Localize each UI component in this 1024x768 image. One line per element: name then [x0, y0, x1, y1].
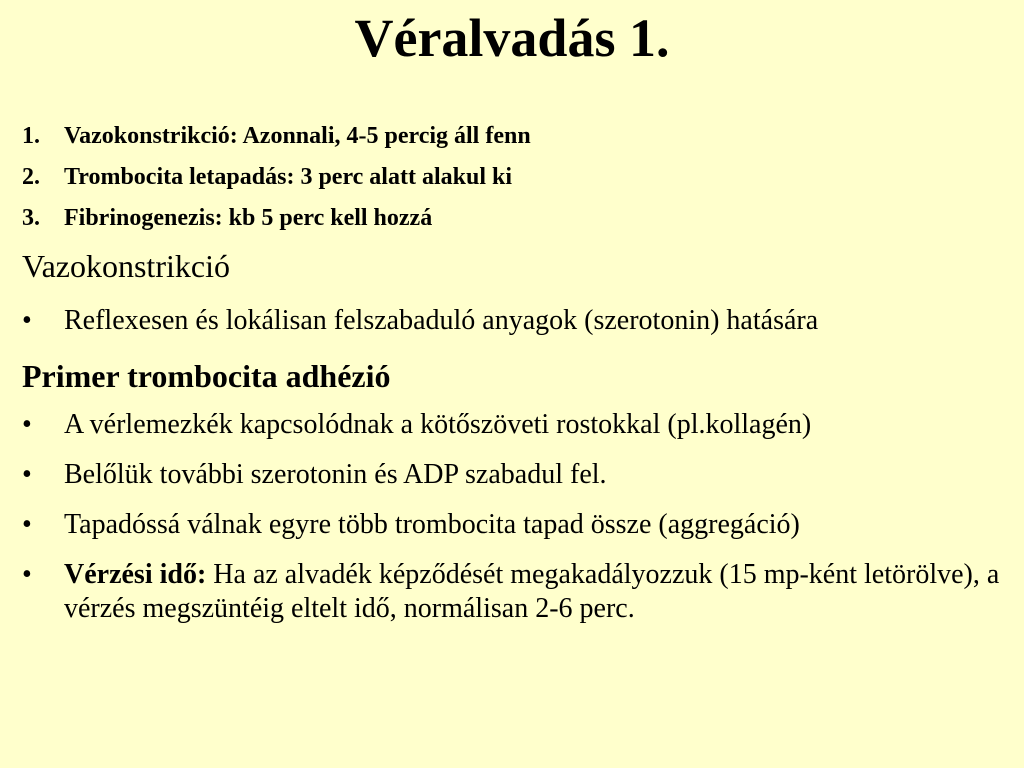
bullet-marker: • [22, 559, 32, 590]
bullet-marker: • [22, 409, 32, 440]
section-heading-platelet-adhesion: Primer trombocita adhézió [22, 358, 391, 394]
bullet-marker: • [22, 305, 32, 336]
bullet-text: Tapadóssá válnak egyre több trombocita tapad össze (aggregáció) [64, 509, 800, 540]
slide-title: Véralvadás 1. [354, 8, 670, 68]
bullet-marker: • [22, 459, 32, 490]
numbered-list-item [22, 118, 1012, 159]
list-item-text: Trombocita letapadás: 3 perc alatt alakul ki [64, 164, 513, 190]
list-item-text: Vazokonstrikció: Azonnali, 4-5 percig áll fenn [64, 123, 531, 149]
bullet-bold-lead: Vérzési idő: [64, 559, 207, 590]
bullet-text [64, 558, 1012, 626]
bullet-text: A vérlemezkék kapcsolódnak a kötőszöveti rostokkal (pl.kollagén) [64, 409, 812, 440]
list-number: 3. [22, 205, 40, 231]
bullet-item [22, 508, 1012, 542]
bullet-text: Belőlük további szerotonin és ADP szabadul fel. [64, 459, 607, 490]
numbered-list [22, 118, 1012, 241]
list-number: 2. [22, 164, 40, 190]
bullet-text-rest: Ha az alvadék képződését megakadályozzuk (15 mp-ként letörölve), a vérzés megszüntéig eltelt idő, normálisan 2-6 perc. [64, 559, 1000, 624]
bullet-item [22, 304, 1012, 338]
list-number: 1. [22, 123, 40, 149]
bullet-item [22, 558, 1012, 626]
numbered-list-item [22, 200, 1012, 241]
bullet-text: Reflexesen és lokálisan felszabaduló anyagok (szerotonin) hatására [64, 305, 819, 336]
bullet-item [22, 458, 1012, 492]
numbered-list-item [22, 159, 1012, 200]
bullet-item [22, 408, 1012, 442]
list-item-text: Fibrinogenezis: kb 5 perc kell hozzá [64, 205, 433, 231]
section-heading-vasoconstriction: Vazokonstrikció [22, 248, 230, 284]
bullet-marker: • [22, 509, 32, 540]
